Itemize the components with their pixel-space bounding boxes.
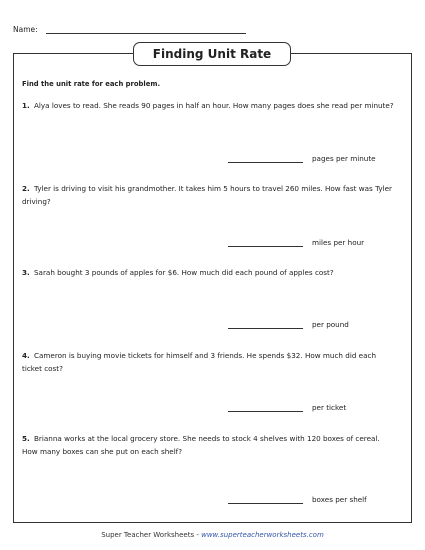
problem-text: Alya loves to read. She reads 90 pages in half an hour. How many pages does she read per minute? — [34, 101, 394, 110]
problem-4 — [22, 350, 394, 375]
answer-unit: per ticket — [312, 403, 347, 412]
answer-unit: boxes per shelf — [312, 495, 367, 504]
problem-text: Brianna works at the local grocery store. She needs to stock 4 shelves with 120 boxes of cereal. How many boxes can she put on each shelf? — [22, 434, 380, 456]
footer-separator: - — [194, 531, 202, 539]
problem-number: 2. — [22, 184, 30, 193]
instructions: Find the unit rate for each problem. — [22, 80, 161, 88]
answer-unit: per pound — [312, 320, 349, 329]
footer-link[interactable]: www.superteacherworksheets.com — [201, 531, 324, 539]
problem-number: 4. — [22, 351, 30, 360]
answer-blank[interactable] — [228, 503, 303, 504]
answer-unit: pages per minute — [312, 154, 376, 163]
answer-blank[interactable] — [228, 162, 303, 163]
answer-unit: miles per hour — [312, 238, 365, 247]
name-field[interactable] — [46, 33, 246, 34]
answer-blank[interactable] — [228, 246, 303, 247]
problem-text: Tyler is driving to visit his grandmother. It takes him 5 hours to travel 260 miles. How fast was Tyler driving? — [22, 184, 392, 206]
worksheet-title: Finding Unit Rate — [133, 42, 291, 66]
name-label: Name: — [13, 25, 38, 34]
problem-text: Sarah bought 3 pounds of apples for $6. How much did each pound of apples cost? — [34, 268, 334, 277]
problem-1 — [22, 100, 394, 113]
problem-number: 3. — [22, 268, 30, 277]
problem-3 — [22, 267, 394, 280]
problem-number: 1. — [22, 101, 30, 110]
problem-2 — [22, 183, 394, 208]
problem-5 — [22, 433, 394, 458]
problem-number: 5. — [22, 434, 30, 443]
answer-blank[interactable] — [228, 328, 303, 329]
footer-brand: Super Teacher Worksheets — [101, 531, 195, 539]
footer — [0, 531, 425, 539]
answer-blank[interactable] — [228, 411, 303, 412]
problem-text: Cameron is buying movie tickets for himself and 3 friends. He spends $32. How much did each ticket cost? — [22, 351, 377, 373]
